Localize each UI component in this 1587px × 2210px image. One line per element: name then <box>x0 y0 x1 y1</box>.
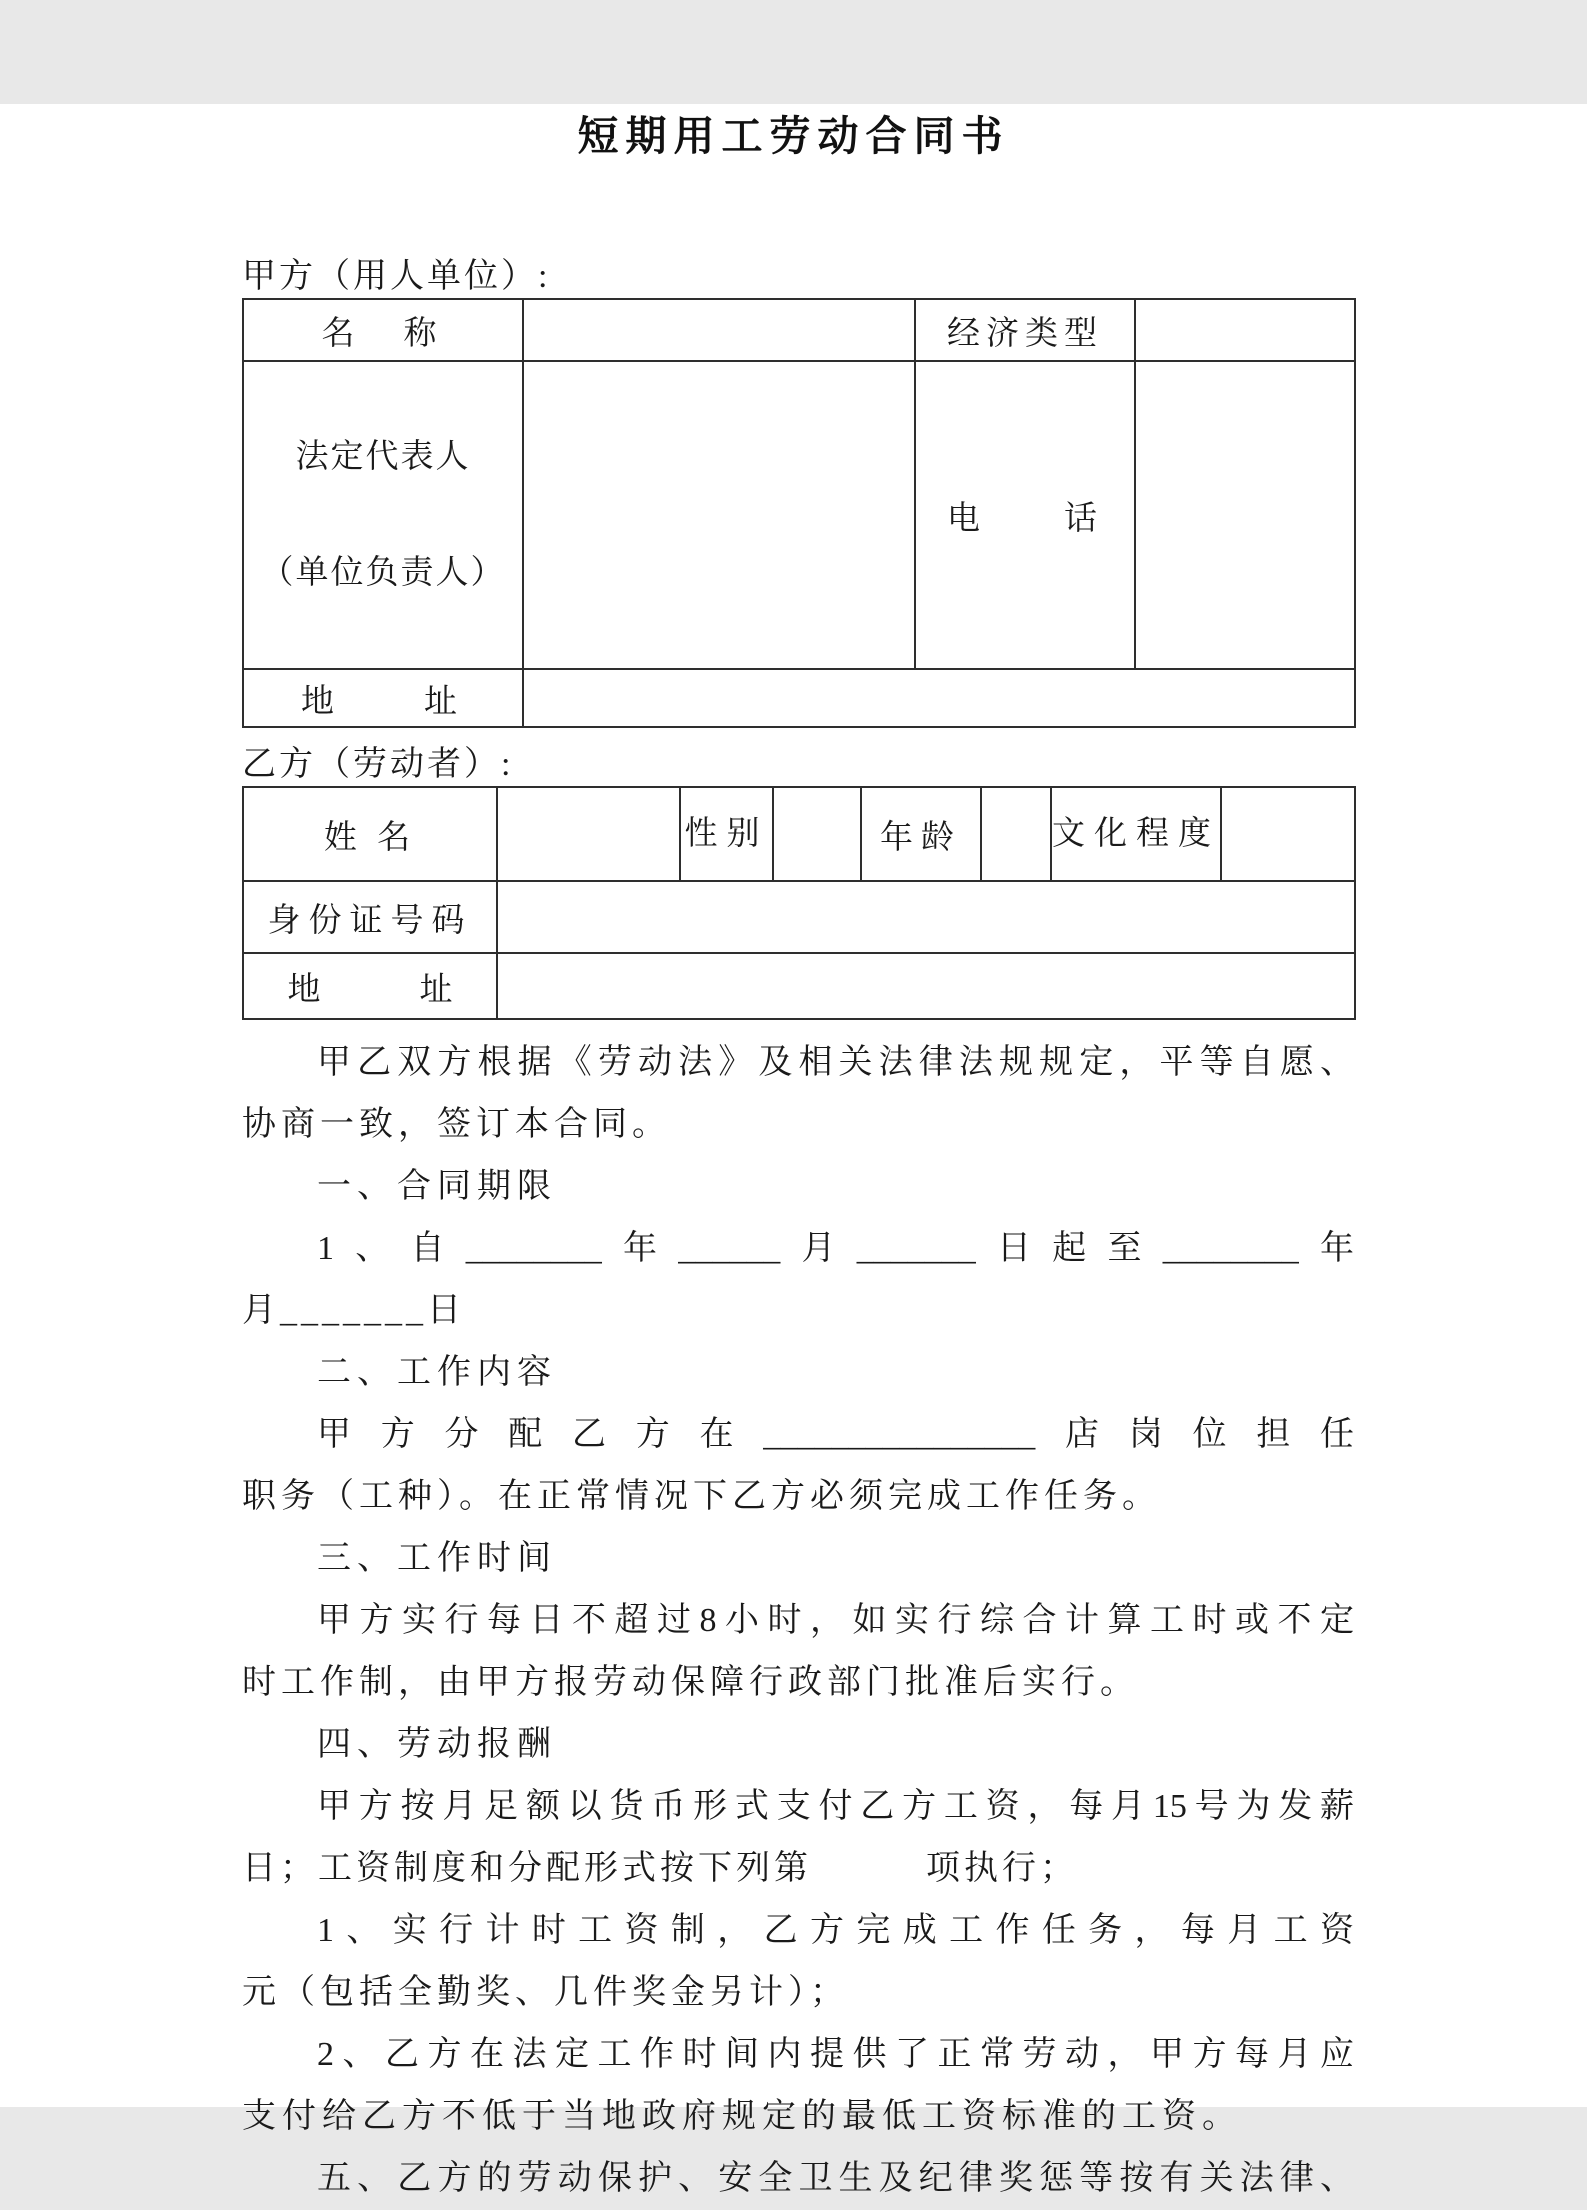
legal-rep-label-line2: （单位负责人） <box>260 555 506 591</box>
contract-line: 2、乙方在法定工作时间内提供了正常劳动，甲方每月应 <box>317 2036 1354 2073</box>
party-b-address-field <box>497 953 1355 1019</box>
legal-rep-label-line1: 法定代表人 <box>295 439 471 475</box>
party-a-table <box>242 298 1356 728</box>
party-b-table <box>242 786 1356 1020</box>
contract-line: 月_______日 <box>242 1292 465 1329</box>
contract-line: 甲方实行每日不超过8小时，如实行综合计算工时或不定 <box>317 1602 1354 1639</box>
contract-page <box>0 104 1587 2197</box>
contract-line: 支付给乙方不低于当地政府规定的最低工资标准的工资。 <box>242 2098 1242 2135</box>
party-b-gender-field <box>773 787 861 881</box>
party-b-age-label: 年龄 <box>861 787 981 881</box>
party-a-economic-type-field <box>1135 299 1355 361</box>
section-heading-3: 三、工作时间 <box>317 1540 557 1577</box>
party-b-id-field <box>497 881 1355 953</box>
party-b-id-label: 身份证号码 <box>243 881 497 953</box>
contract-body <box>242 1032 1354 2210</box>
contract-line: 甲方按月足额以货币形式支付乙方工资，每月15号为发薪 <box>317 1788 1354 1825</box>
contract-content <box>242 256 1354 2210</box>
party-a-legal-rep-field <box>523 361 915 669</box>
party-a-address-label: 地 址 <box>243 669 523 727</box>
party-a-name-label: 名 称 <box>243 299 523 361</box>
section-heading-2: 二、工作内容 <box>317 1354 557 1391</box>
party-a-name-field <box>523 299 915 361</box>
party-a-legal-rep-label <box>243 361 523 669</box>
contract-line: 1、实行计时工资制，乙方完成工作任务，每月工资 <box>317 1912 1354 1949</box>
party-a-label: 甲方（用人单位）: <box>242 258 551 295</box>
table-row <box>243 669 1355 727</box>
section-heading-1: 一、合同期限 <box>317 1168 557 1205</box>
contract-line: 甲乙双方根据《劳动法》及相关法律法规规定，平等自愿、 <box>317 1044 1354 1081</box>
contract-line: 协商一致，签订本合同。 <box>242 1106 671 1143</box>
contract-line: 时工作制，由甲方报劳动保障行政部门批准后实行。 <box>242 1664 1139 1701</box>
contract-title: 短期用工劳动合同书 <box>577 113 1010 159</box>
party-a-economic-type-label: 经济类型 <box>915 299 1135 361</box>
contract-line: 甲方分配乙方在________________店岗位担任 <box>317 1416 1354 1453</box>
party-b-gender-label: 性别 <box>680 787 773 881</box>
party-a-address-field <box>523 669 1355 727</box>
party-b-education-field <box>1221 787 1355 881</box>
table-row <box>243 361 1355 669</box>
table-row <box>243 787 1355 881</box>
party-b-age-field <box>981 787 1051 881</box>
party-a-phone-field <box>1135 361 1355 669</box>
party-b-education-label: 文化程度 <box>1051 787 1221 881</box>
contract-line: 日；工资制度和分配形式按下列第 项执行； <box>242 1850 1078 1887</box>
contract-line: 元（包括全勤奖、几件奖金另计）； <box>242 1974 849 2011</box>
table-row <box>243 953 1355 1019</box>
party-a-phone-label: 电 话 <box>915 361 1135 669</box>
party-b-name-label: 姓 名 <box>243 787 497 881</box>
party-b-address-label: 地 址 <box>243 953 497 1019</box>
section-heading-4: 四、劳动报酬 <box>317 1726 557 1763</box>
contract-line: 职务（工种）。在正常情况下乙方必须完成工作任务。 <box>242 1478 1161 1515</box>
party-b-label: 乙方（劳动者）: <box>242 746 514 783</box>
section-heading-5: 五、乙方的劳动保护、安全卫生及纪律奖惩等按有关法律、 <box>317 2160 1354 2197</box>
table-row <box>243 299 1355 361</box>
party-b-name-field <box>497 787 680 881</box>
contract-line: 1、自________年______月_______日起至________年 <box>317 1230 1354 1267</box>
table-row <box>243 881 1355 953</box>
